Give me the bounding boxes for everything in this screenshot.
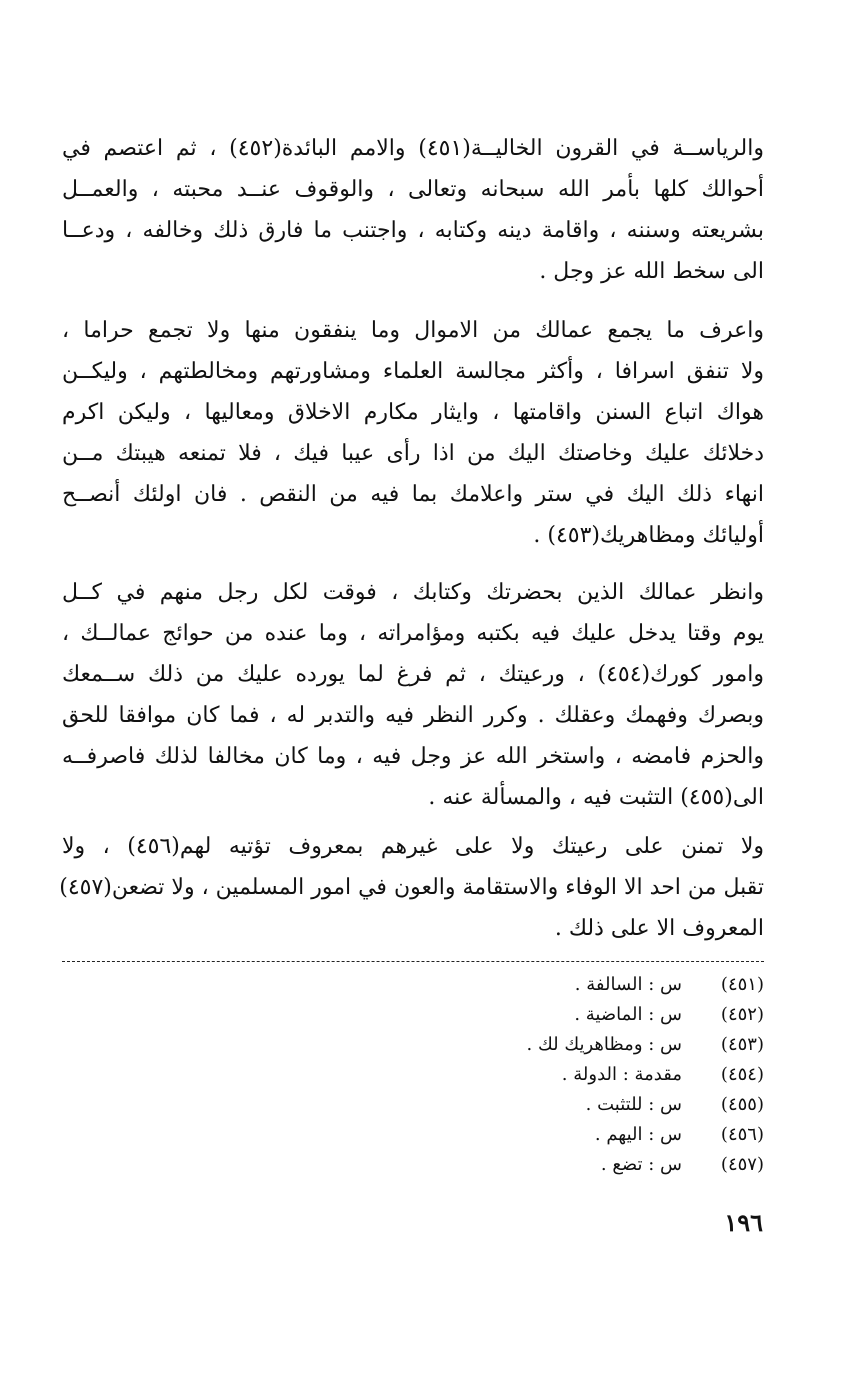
footnote-number: (٤٥٧) bbox=[720, 1154, 764, 1175]
footnote bbox=[360, 1090, 764, 1120]
text-line: والحزم فامضه ، واستخر الله عز وجل فيه ، وما كان مخالفا لذلك فاصرفــه bbox=[62, 744, 764, 769]
text-line: دخلائك عليك وخاصتك اليك من اذا رأى عيبا فيك ، فلا تمنعه هيبتك مــن bbox=[62, 441, 764, 466]
footnote-text: س : الماضية . bbox=[574, 1004, 682, 1025]
text-line: هواك اتباع السنن واقامتها ، وايثار مكارم الاخلاق ومعاليها ، وليكن اكرم bbox=[62, 400, 764, 425]
text-line: الى سخط الله عز وجل . bbox=[539, 259, 764, 284]
footnote-text: س : ومظاهريك لك . bbox=[526, 1034, 682, 1055]
footnote-text: س : تضع . bbox=[600, 1154, 682, 1175]
footnote-text: س : للتثبت . bbox=[585, 1094, 682, 1115]
text-line: تقبل من احد الا الوفاء والاستقامة والعون في امور المسلمين ، ولا تضعن(٤٥٧) bbox=[59, 875, 764, 900]
footnote bbox=[360, 1120, 764, 1150]
footnote-text: مقدمة : الدولة . bbox=[561, 1064, 682, 1085]
text-line: والرياســة في القرون الخاليــة(٤٥١) والامم البائدة(٤٥٢) ، ثم اعتصم في bbox=[62, 136, 764, 161]
footnote bbox=[360, 1000, 764, 1030]
text-line: المعروف الا على ذلك . bbox=[554, 916, 764, 941]
footnote-text: س : السالفة . bbox=[574, 974, 682, 995]
page-number: ١٩٦ bbox=[724, 1208, 763, 1237]
footnote-number: (٤٥٢) bbox=[720, 1004, 764, 1025]
text-line: بشريعته وسننه ، واقامة دينه وكتابه ، واجتنب ما فارق ذلك وخالفه ، ودعــا bbox=[62, 218, 764, 243]
text-line: يوم وقتا يدخل عليك فيه بكتبه ومؤامراته ، وما عنده من حوائج عمالــك ، bbox=[62, 621, 764, 646]
text-line: وانظر عمالك الذين بحضرتك وكتابك ، فوقت لكل رجل منهم في كــل bbox=[62, 580, 764, 605]
paragraph-2 bbox=[62, 310, 764, 556]
text-line: أحوالك كلها بأمر الله سبحانه وتعالى ، والوقوف عنــد محبته ، والعمــل bbox=[62, 177, 764, 202]
footnote-number: (٤٥٦) bbox=[720, 1124, 764, 1145]
footnote bbox=[360, 1030, 764, 1060]
paragraph-1 bbox=[62, 128, 764, 292]
footnote bbox=[360, 970, 764, 1000]
paragraph-3 bbox=[62, 572, 764, 818]
footnote bbox=[360, 1150, 764, 1180]
text-line: واعرف ما يجمع عمالك من الاموال وما ينفقون منها ولا تجمع حراما ، bbox=[62, 318, 764, 343]
text-line: ولا تنفق اسرافا ، وأكثر مجالسة العلماء ومشاورتهم ومخالطتهم ، وليكــن bbox=[62, 359, 764, 384]
footnote-number: (٤٥١) bbox=[720, 974, 764, 995]
footnote-text: س : اليهم . bbox=[594, 1124, 682, 1145]
text-line: الى(٤٥٥) التثبت فيه ، والمسألة عنه . bbox=[428, 785, 764, 810]
text-line: أوليائك ومظاهريك(٤٥٣) . bbox=[533, 523, 764, 548]
text-line: ولا تمنن على رعيتك ولا على غيرهم بمعروف تؤتيه لهم(٤٥٦) ، ولا bbox=[62, 834, 765, 859]
footnote-divider bbox=[62, 961, 764, 962]
paragraph-4 bbox=[59, 826, 765, 949]
footnote bbox=[360, 1060, 764, 1090]
text-line: انهاء ذلك اليك في ستر واعلامك بما فيه من النقص . فان اولئك أنصــح bbox=[62, 482, 764, 507]
footnotes bbox=[360, 970, 764, 1180]
footnote-number: (٤٥٤) bbox=[720, 1064, 764, 1085]
footnote-number: (٤٥٣) bbox=[720, 1034, 764, 1055]
footnote-number: (٤٥٥) bbox=[720, 1094, 764, 1115]
text-line: وامور كورك(٤٥٤) ، ورعيتك ، ثم فرغ لما يورده عليك من ذلك ســمعك bbox=[62, 662, 765, 687]
text-line: وبصرك وفهمك وعقلك . وكرر النظر فيه والتدبر له ، فما كان موافقا للحق bbox=[62, 703, 764, 728]
